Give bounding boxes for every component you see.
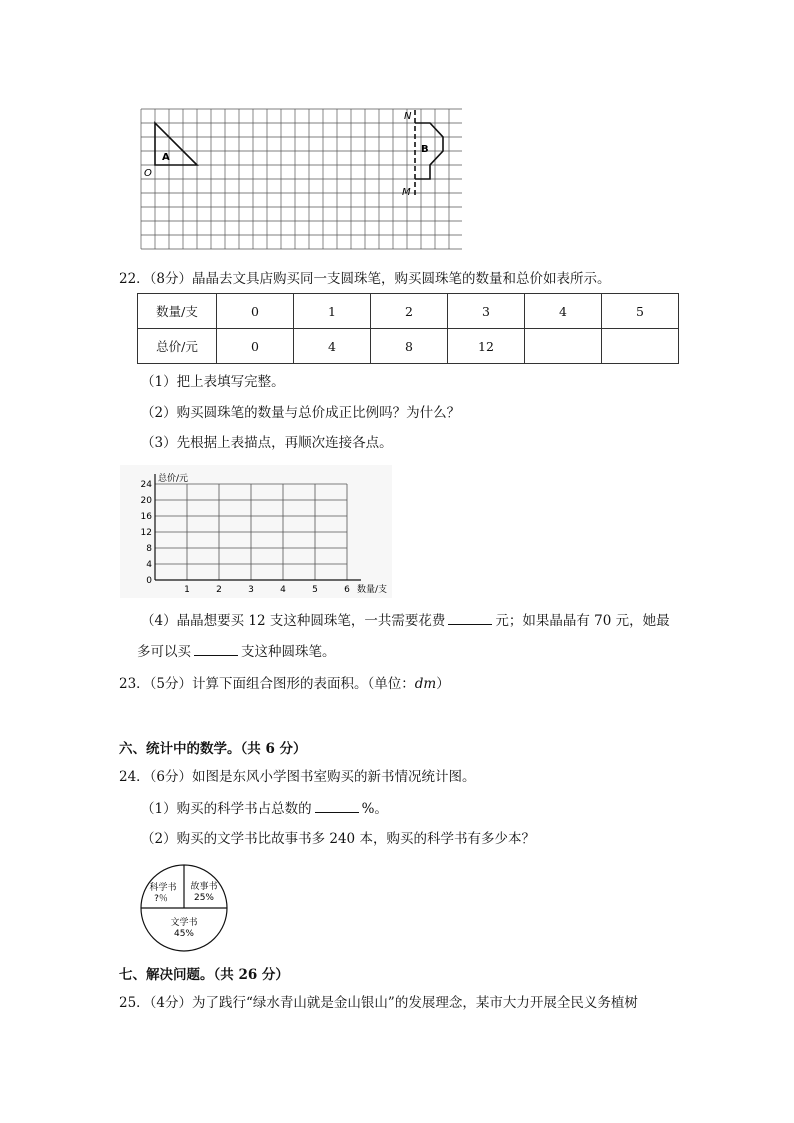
answer-blank-count[interactable] — [194, 642, 238, 656]
answer-blank-percent[interactable] — [315, 799, 359, 813]
grid-figure — [140, 108, 462, 254]
chart-y-tick-label: 20 — [140, 496, 152, 506]
chart-x-tick-label: 1 — [184, 585, 190, 595]
answer-blank-cost[interactable] — [448, 611, 492, 625]
q22-sub3: （3）先根据上表描点，再顺次连接各点。 — [141, 435, 393, 451]
q23-text — [119, 675, 450, 693]
q24-sub1-unit: %。 — [361, 801, 388, 817]
pie-value-science: ?％ — [154, 894, 168, 904]
table-header-quantity: 数量/支 — [138, 294, 217, 329]
q22-sub4 — [141, 611, 670, 630]
q22-sub2: （2）购买圆珠笔的数量与总价成正比例吗？为什么？ — [141, 405, 461, 421]
chart-y-tick-label: 0 — [146, 576, 152, 586]
q24-stem: 24．（6分）如图是东风小学图书室购买的新书情况统计图。 — [119, 769, 476, 785]
label-m: M — [402, 187, 411, 198]
pie-label-story: 故事书 — [190, 882, 218, 892]
table-cell: 0 — [217, 294, 294, 329]
q23-stem: 23．（5分）计算下面组合图形的表面积。（单位： — [119, 676, 415, 692]
label-n: N — [404, 111, 412, 122]
chart-x-tick-label: 2 — [216, 585, 222, 595]
book-pie-chart — [136, 862, 232, 954]
q23-unit: dm — [414, 676, 437, 692]
table-cell: 3 — [448, 294, 525, 329]
q24-sub2: （2）购买的文学书比故事书多 240 本，购买的科学书有多少本？ — [141, 831, 535, 847]
pie-value-literature: 45% — [173, 929, 195, 939]
table-cell-blank[interactable] — [602, 329, 679, 364]
chart-x-tick-label: 6 — [344, 585, 350, 595]
table-cell: 5 — [602, 294, 679, 329]
table-cell-blank[interactable] — [525, 329, 602, 364]
q24-sub1 — [141, 799, 388, 818]
chart-background — [120, 465, 392, 598]
table-row — [138, 294, 679, 329]
pie-label-science: 科学书 — [149, 883, 177, 893]
chart-y-axis-label: 总价/元 — [158, 474, 189, 484]
label-a: A — [162, 152, 170, 163]
table-cell: 2 — [371, 294, 448, 329]
q22-sub4-text2: 元；如果晶晶有 70 元，她最 — [495, 613, 670, 629]
q25-text: 25．（4分）为了践行“绿水青山就是金山银山”的发展理念，某市大力开展全民义务植树 — [119, 995, 638, 1011]
price-chart — [120, 465, 392, 598]
section-7-title: 七、解决问题。（共 26 分） — [119, 967, 289, 983]
chart-y-tick-label: 8 — [146, 544, 152, 554]
table-header-total: 总价/元 — [138, 329, 217, 364]
chart-y-tick-label: 4 — [146, 560, 152, 570]
table-cell: 0 — [217, 329, 294, 364]
q23-close: ） — [436, 676, 450, 692]
label-b: B — [421, 144, 429, 155]
chart-x-tick-label: 4 — [280, 585, 286, 595]
q22-sub4-line2 — [137, 642, 336, 661]
label-o: O — [144, 168, 152, 179]
table-cell: 1 — [294, 294, 371, 329]
section-6-title: 六、统计中的数学。（共 6 分） — [119, 741, 307, 757]
chart-y-tick-label: 16 — [140, 512, 152, 522]
chart-x-tick-label: 5 — [312, 585, 318, 595]
table-cell: 4 — [525, 294, 602, 329]
chart-y-tick-label: 24 — [140, 480, 152, 490]
q22-sub4-line2-text1: 多可以买 — [137, 644, 191, 660]
table-cell: 12 — [448, 329, 525, 364]
q22-stem: 22．（8分）晶晶去文具店购买同一支圆珠笔，购买圆珠笔的数量和总价如表所示。 — [119, 271, 611, 287]
table-row — [138, 329, 679, 364]
price-table — [137, 293, 679, 364]
pie-label-literature: 文学书 — [170, 918, 198, 928]
table-cell: 4 — [294, 329, 371, 364]
pie-value-story: 25% — [193, 893, 215, 903]
table-cell: 8 — [371, 329, 448, 364]
q22-sub4-text1: （4）晶晶想要买 12 支这种圆珠笔，一共需要花费 — [141, 613, 446, 629]
chart-x-axis-label: 数量/支 — [357, 585, 388, 595]
chart-y-tick-label: 12 — [140, 528, 152, 538]
q22-sub1: （1）把上表填写完整。 — [141, 374, 285, 390]
q24-sub1-text: （1）购买的科学书占总数的 — [141, 801, 312, 817]
chart-x-tick-label: 3 — [248, 585, 254, 595]
q22-sub4-line2-text2: 支这种圆珠笔。 — [241, 644, 336, 660]
